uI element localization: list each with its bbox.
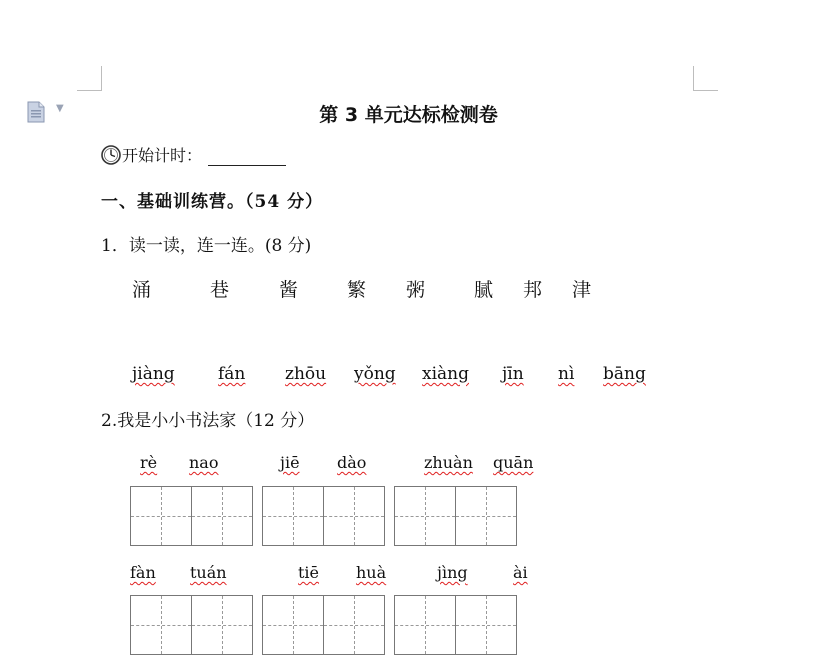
writing-cell[interactable] (455, 487, 516, 545)
writing-cell[interactable] (323, 487, 384, 545)
hanzi-item: 巷 (210, 279, 230, 301)
pinyin-item: fàn (130, 563, 156, 582)
question-1-label: 1．读一读，连一连。(8 分) (101, 236, 312, 256)
pinyin-item: jiàng (132, 364, 175, 384)
writing-grid[interactable] (262, 595, 385, 655)
writing-cell[interactable] (455, 596, 516, 654)
writing-grid[interactable] (262, 486, 385, 546)
writing-grid[interactable] (394, 486, 517, 546)
pinyin-item: huà (356, 563, 387, 582)
timer-row (100, 143, 286, 166)
pinyin-item: tuán (190, 563, 227, 582)
pinyin-item: jìng (437, 563, 468, 582)
writing-cell[interactable] (191, 596, 252, 654)
writing-cell[interactable] (323, 596, 384, 654)
question-2-label: 2.我是小小书法家（12 分） (101, 411, 315, 431)
hanzi-item: 粥 (406, 279, 426, 301)
page-corner-mark-right (693, 66, 718, 91)
pinyin-item: rè (140, 453, 158, 472)
writing-cell[interactable] (131, 487, 191, 545)
pinyin-item: jiē (280, 453, 300, 472)
hanzi-item: 津 (572, 279, 592, 301)
writing-cell[interactable] (131, 596, 191, 654)
pinyin-item: nao (189, 453, 219, 472)
pinyin-item: zhōu (285, 364, 327, 384)
pinyin-item: zhuàn (424, 453, 473, 472)
hanzi-item: 酱 (279, 279, 299, 301)
writing-grid[interactable] (394, 595, 517, 655)
page-title: 第 3 单元达标检测卷 (319, 104, 498, 126)
pinyin-item: xiàng (422, 364, 469, 384)
pinyin-item: yǒng (354, 364, 396, 384)
timer-blank[interactable] (208, 143, 286, 166)
hanzi-item: 涌 (132, 279, 152, 301)
hanzi-item: 腻 (474, 279, 494, 301)
writing-cell[interactable] (263, 487, 323, 545)
pinyin-item: ài (513, 563, 528, 582)
pinyin-item: bāng (603, 364, 646, 384)
hanzi-item: 邦 (523, 279, 543, 301)
pinyin-item: tiē (298, 563, 320, 582)
writing-cell[interactable] (395, 487, 455, 545)
timer-label: 开始计时： (122, 146, 203, 165)
writing-cell[interactable] (263, 596, 323, 654)
writing-cell[interactable] (191, 487, 252, 545)
pinyin-item: dào (337, 453, 367, 472)
writing-grid[interactable] (130, 595, 253, 655)
writing-cell[interactable] (395, 596, 455, 654)
pinyin-item: nì (558, 364, 575, 384)
writing-grid[interactable] (130, 486, 253, 546)
dropdown-caret-icon[interactable]: ▼ (56, 103, 64, 114)
clock-icon (100, 144, 122, 166)
page-corner-mark-left (77, 66, 102, 91)
section-heading: 一、基础训练营。（54 分） (101, 192, 324, 212)
pinyin-item: fán (218, 364, 246, 384)
pinyin-item: jīn (502, 364, 524, 384)
pinyin-item: quān (493, 453, 534, 472)
hanzi-item: 繁 (347, 279, 367, 301)
